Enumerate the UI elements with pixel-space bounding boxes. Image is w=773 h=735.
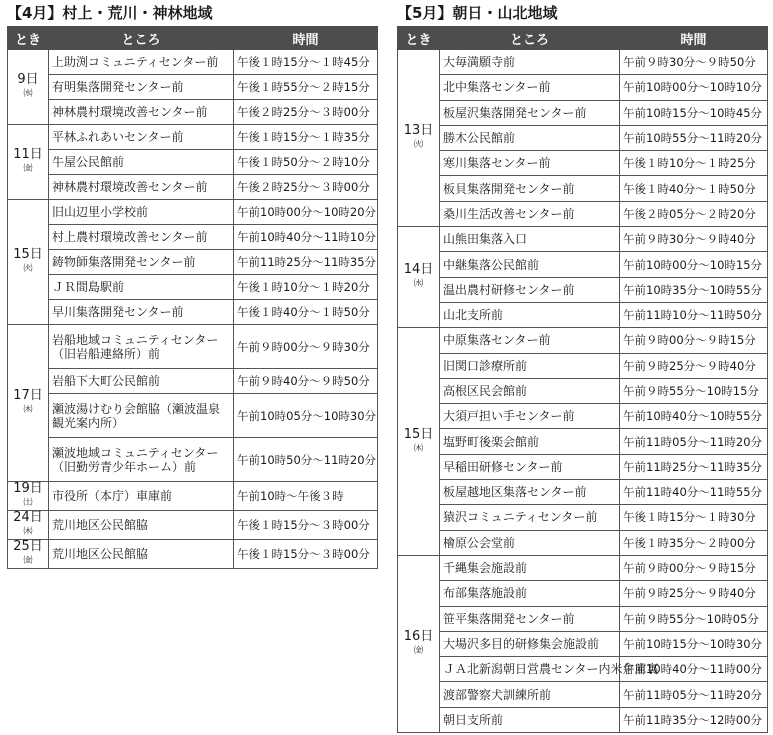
day-label: 11日 — [13, 147, 43, 162]
place-cell: 板屋沢集落開発センター前 — [440, 100, 620, 125]
schedule-row — [8, 369, 378, 394]
date-cell — [8, 540, 49, 569]
time-cell: 午前９時25分～９時40分 — [620, 581, 768, 606]
schedule-row — [8, 175, 378, 200]
time-cell: 午前10時00分～10時20分 — [234, 200, 378, 225]
header-time: 時間 — [234, 27, 378, 50]
time-cell: 午前９時25分～９時40分 — [620, 353, 768, 378]
date-cell — [398, 227, 440, 328]
time-cell: 午後２時25分～３時00分 — [234, 100, 378, 125]
time-cell: 午前10時00分～10時15分 — [620, 252, 768, 277]
schedule-row — [398, 277, 768, 302]
time-cell: 午前11時25分～11時35分 — [234, 250, 378, 275]
time-cell: 午前９時40分～９時50分 — [234, 369, 378, 394]
schedule-row — [398, 606, 768, 631]
place-cell: 檜原公会堂前 — [440, 530, 620, 555]
weekday-label: ㈬ — [23, 89, 33, 99]
place-cell: 布部集落施設前 — [440, 581, 620, 606]
place-cell: 瀬波湯けむり会館脇（瀬波温泉観光案内所） — [49, 394, 234, 438]
day-label: 15日 — [403, 426, 434, 442]
schedule-row — [398, 302, 768, 327]
date-cell — [398, 555, 440, 732]
schedule-row — [398, 555, 768, 580]
place-cell: 牛屋公民館前 — [49, 150, 234, 175]
time-cell: 午後１時15分～１時45分 — [234, 50, 378, 75]
header-place: ところ — [440, 27, 620, 50]
schedule-row — [8, 250, 378, 275]
place-cell: 旧山辺里小学校前 — [49, 200, 234, 225]
day-label: 17日 — [13, 388, 43, 403]
weekday-label: ㈯ — [23, 498, 33, 508]
place-cell: 上助渕コミュニティセンター前 — [49, 50, 234, 75]
schedule-row — [398, 404, 768, 429]
day-label: 9日 — [17, 72, 39, 87]
time-cell: 午前11時40分～11時55分 — [620, 480, 768, 505]
place-cell: 朝日支所前 — [440, 707, 620, 732]
place-cell: 中継集落公民館前 — [440, 252, 620, 277]
place-cell: 瀬波地域コミュニティセンター（旧勤労青少年ホーム）前 — [49, 438, 234, 482]
place-cell: ＪＡ北新潟朝日営農センター内米倉庫裏 — [440, 657, 620, 682]
time-cell: 午前10時～午後３時 — [234, 482, 378, 511]
time-cell: 午前10時40分～11時10分 — [234, 225, 378, 250]
header-date: とき — [398, 27, 440, 50]
schedule-row — [8, 75, 378, 100]
time-cell: 午前11時35分～12時00分 — [620, 707, 768, 732]
schedule-row — [8, 394, 378, 438]
place-cell: 山北支所前 — [440, 302, 620, 327]
place-cell: 岩船下大町公民館前 — [49, 369, 234, 394]
time-cell: 午後２時05分～２時20分 — [620, 201, 768, 226]
schedule-row — [8, 300, 378, 325]
schedule-row — [8, 50, 378, 75]
header-date: とき — [8, 27, 49, 50]
place-cell: 板屋越地区集落センター前 — [440, 480, 620, 505]
schedule-row — [398, 429, 768, 454]
time-cell: 午前10時15分～10時45分 — [620, 100, 768, 125]
place-cell: 高根区民会館前 — [440, 378, 620, 403]
time-cell: 午前９時55分～10時05分 — [620, 606, 768, 631]
date-cell — [8, 511, 49, 540]
weekday-label: ㈬ — [413, 279, 423, 290]
weekday-label: ㈭ — [23, 527, 33, 537]
place-cell: 渡部警察犬訓練所前 — [440, 682, 620, 707]
schedule-row — [8, 200, 378, 225]
day-label: 14日 — [403, 262, 434, 278]
right-title: 【5月】朝日・山北地域 — [397, 4, 558, 22]
time-cell: 午後１時50分～２時10分 — [234, 150, 378, 175]
day-label: 13日 — [403, 123, 434, 139]
schedule-row — [8, 275, 378, 300]
place-cell: 早稲田研修センター前 — [440, 454, 620, 479]
place-cell: 早川集落開発センター前 — [49, 300, 234, 325]
time-cell: 午後１時15分～３時00分 — [234, 511, 378, 540]
date-cell — [8, 125, 49, 200]
place-cell: ＪＲ間島駅前 — [49, 275, 234, 300]
weekday-label: ㈮ — [23, 556, 33, 566]
schedule-row — [398, 480, 768, 505]
place-cell: 神林農村環境改善センター前 — [49, 175, 234, 200]
time-cell: 午前11時25分～11時35分 — [620, 454, 768, 479]
left-panel — [7, 0, 377, 569]
schedule-row — [398, 227, 768, 252]
place-cell: 大須戸担い手センター前 — [440, 404, 620, 429]
time-cell: 午前９時30分～９時50分 — [620, 50, 768, 75]
time-cell: 午後１時40分～１時50分 — [620, 176, 768, 201]
day-label: 19日 — [13, 481, 43, 496]
time-cell: 午後１時40分～１時50分 — [234, 300, 378, 325]
place-cell: 鋳物師集落開発センター前 — [49, 250, 234, 275]
schedule-row — [8, 482, 378, 511]
schedule-row — [398, 581, 768, 606]
schedule-row — [398, 151, 768, 176]
place-cell: 旧関口診療所前 — [440, 353, 620, 378]
schedule-row — [398, 505, 768, 530]
time-cell: 午後１時10分～１時25分 — [620, 151, 768, 176]
weekday-label: ㈮ — [413, 645, 423, 656]
time-cell: 午後１時15分～１時35分 — [234, 125, 378, 150]
time-cell: 午前10時05分～10時30分 — [234, 394, 378, 438]
weekday-label: ㈮ — [23, 164, 33, 174]
place-cell: 平林ふれあいセンター前 — [49, 125, 234, 150]
time-cell: 午後１時35分～２時00分 — [620, 530, 768, 555]
schedule-row — [8, 325, 378, 369]
day-label: 25日 — [13, 539, 43, 554]
schedule-row — [398, 631, 768, 656]
schedule-row — [398, 707, 768, 732]
place-cell: 有明集落開発センター前 — [49, 75, 234, 100]
place-cell: 大場沢多目的研修集会施設前 — [440, 631, 620, 656]
schedule-row — [8, 438, 378, 482]
time-cell: 午前10時40分～11時00分 — [620, 657, 768, 682]
place-cell: 寒川集落センター前 — [440, 151, 620, 176]
day-label: 15日 — [13, 247, 43, 262]
date-cell — [8, 482, 49, 511]
schedule-row — [398, 530, 768, 555]
header-place: ところ — [49, 27, 234, 50]
place-cell: 大毎満願寺前 — [440, 50, 620, 75]
time-cell: 午前９時55分～10時15分 — [620, 378, 768, 403]
weekday-label: ㈫ — [413, 140, 423, 151]
left-schedule-table — [7, 26, 378, 569]
date-cell — [398, 328, 440, 556]
time-cell: 午前10時00分～10時10分 — [620, 75, 768, 100]
place-cell: 笹平集落開発センター前 — [440, 606, 620, 631]
schedule-row — [398, 328, 768, 353]
time-cell: 午前11時05分～11時20分 — [620, 682, 768, 707]
date-cell — [8, 325, 49, 482]
place-cell: 荒川地区公民館脇 — [49, 511, 234, 540]
place-cell: 猿沢コミュニティセンター前 — [440, 505, 620, 530]
day-label: 16日 — [403, 628, 434, 644]
place-cell: 桑川生活改善センター前 — [440, 201, 620, 226]
schedule-row — [398, 682, 768, 707]
place-cell: 山熊田集落入口 — [440, 227, 620, 252]
place-cell: 板貝集落開発センター前 — [440, 176, 620, 201]
time-cell: 午前10時55分～11時20分 — [620, 125, 768, 150]
time-cell: 午後２時25分～３時00分 — [234, 175, 378, 200]
time-cell: 午後１時15分～３時00分 — [234, 540, 378, 569]
place-cell: 塩野町後楽会館前 — [440, 429, 620, 454]
time-cell: 午前９時00分～９時15分 — [620, 328, 768, 353]
day-label: 24日 — [13, 510, 43, 525]
time-cell: 午前９時30分～９時40分 — [620, 227, 768, 252]
schedule-row — [398, 125, 768, 150]
schedule-row — [398, 176, 768, 201]
time-cell: 午前10時40分～10時55分 — [620, 404, 768, 429]
time-cell: 午前９時00分～９時30分 — [234, 325, 378, 369]
time-cell: 午前９時00分～９時15分 — [620, 555, 768, 580]
place-cell: 千縄集会施設前 — [440, 555, 620, 580]
schedule-row — [8, 540, 378, 569]
right-schedule-table — [397, 26, 768, 733]
date-cell — [398, 50, 440, 227]
weekday-label: ㈭ — [23, 405, 33, 415]
date-cell — [8, 50, 49, 125]
schedule-row — [398, 378, 768, 403]
place-cell: 市役所（本庁）車庫前 — [49, 482, 234, 511]
time-cell: 午前10時15分～10時30分 — [620, 631, 768, 656]
place-cell: 勝木公民館前 — [440, 125, 620, 150]
weekday-label: ㈫ — [23, 264, 33, 274]
schedule-row — [8, 511, 378, 540]
schedule-row — [398, 50, 768, 75]
schedule-row — [398, 252, 768, 277]
header-time: 時間 — [620, 27, 768, 50]
time-cell: 午後１時10分～１時20分 — [234, 275, 378, 300]
right-panel — [397, 0, 767, 733]
schedule-row — [8, 125, 378, 150]
left-title: 【4月】村上・荒川・神林地域 — [7, 4, 213, 22]
schedule-row — [8, 100, 378, 125]
schedule-row — [8, 225, 378, 250]
place-cell: 村上農村環境改善センター前 — [49, 225, 234, 250]
place-cell: 北中集落センター前 — [440, 75, 620, 100]
schedule-row — [398, 100, 768, 125]
time-cell: 午後１時15分～１時30分 — [620, 505, 768, 530]
weekday-label: ㈭ — [413, 443, 423, 454]
time-cell: 午後１時55分～２時15分 — [234, 75, 378, 100]
time-cell: 午前11時05分～11時20分 — [620, 429, 768, 454]
place-cell: 神林農村環境改善センター前 — [49, 100, 234, 125]
date-cell — [8, 200, 49, 325]
place-cell: 温出農村研修センター前 — [440, 277, 620, 302]
schedule-row — [398, 201, 768, 226]
schedule-row — [8, 150, 378, 175]
schedule-row — [398, 454, 768, 479]
schedule-row — [398, 353, 768, 378]
place-cell: 中原集落センター前 — [440, 328, 620, 353]
schedule-row — [398, 75, 768, 100]
time-cell: 午前11時10分～11時50分 — [620, 302, 768, 327]
schedule-row — [398, 657, 768, 682]
time-cell: 午前10時35分～10時55分 — [620, 277, 768, 302]
place-cell: 荒川地区公民館脇 — [49, 540, 234, 569]
place-cell: 岩船地域コミュニティセンター（旧岩船連絡所）前 — [49, 325, 234, 369]
time-cell: 午前10時50分～11時20分 — [234, 438, 378, 482]
